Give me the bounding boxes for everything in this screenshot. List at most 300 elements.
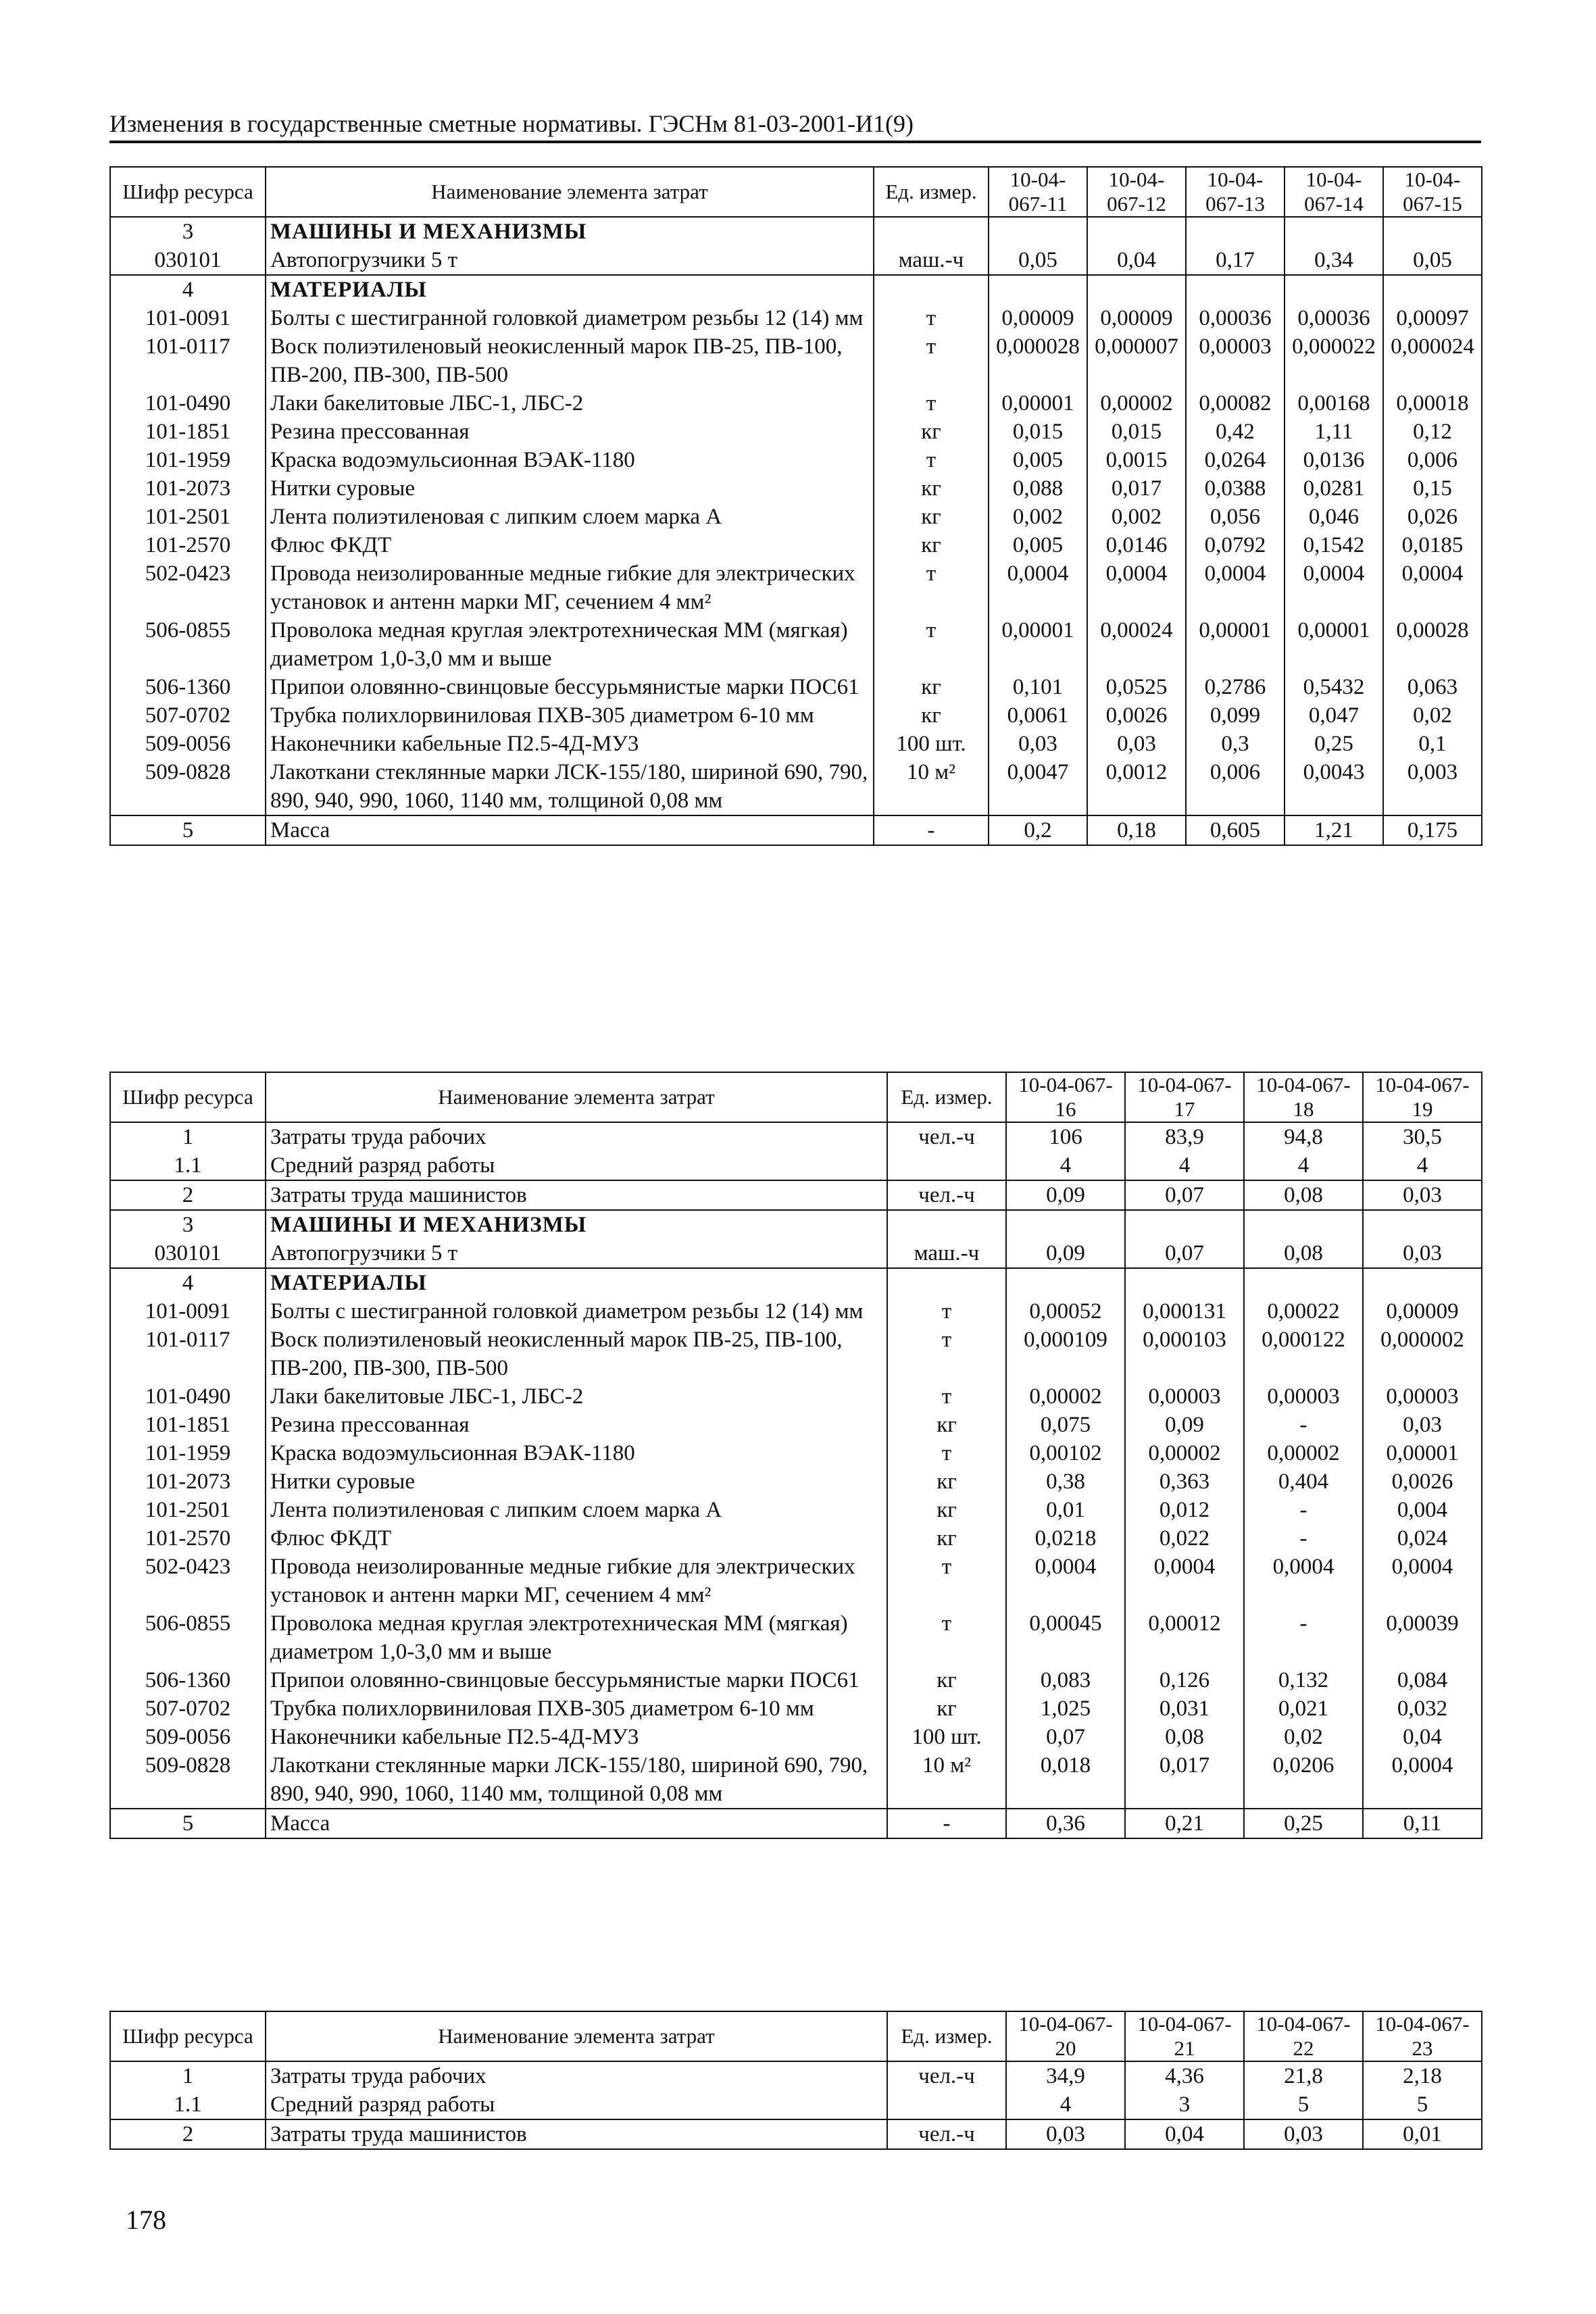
cell-value: 0,00009 [989,304,1087,332]
table-row [110,1809,1482,1838]
cell-value: 0,00003 [1363,1382,1482,1411]
resource-name: Наконечники кабельные П2.5-4Д-МУ3 [266,1723,887,1751]
unit-of-measure: т [887,1553,1006,1609]
unit-of-measure: чел.-ч [887,2061,1006,2090]
cell-value: 0,03 [1363,1180,1482,1210]
unit-of-measure: т [874,446,989,474]
header-col: 10-04-067-19 [1363,1072,1482,1122]
cell-value: 0,00039 [1363,1609,1482,1666]
unit-of-measure: кг [887,1524,1006,1553]
cell-value: 0,006 [1186,758,1285,815]
cell-value: 0,0004 [1244,1553,1363,1609]
header-col: 10-04-067-21 [1125,2011,1244,2061]
cell-value: 0,02 [1383,701,1482,730]
cell-value: 0,0047 [989,758,1087,815]
cell-value: 0,0012 [1087,758,1186,815]
resource-table-2 [109,1072,1482,1839]
section-title: МАШИНЫ И МЕХАНИЗМЫ [266,1210,887,1239]
cell-value [989,275,1087,304]
unit-of-measure: кг [874,503,989,531]
resource-code: 509-0056 [110,730,266,758]
cell-value: 0,0004 [989,559,1087,616]
resource-code: 101-2073 [110,1467,266,1496]
cell-value: 0,04 [1363,1723,1482,1751]
cell-value: 0,021 [1244,1694,1363,1723]
cell-value: 0,006 [1383,446,1482,474]
resource-name: Лента полиэтиленовая с липким слоем марка А [266,1496,887,1524]
unit-of-measure: кг [887,1496,1006,1524]
cell-value: 0,126 [1125,1666,1244,1694]
resource-name: Нитки суровые [266,1467,887,1496]
cell-value: 0,175 [1383,815,1482,845]
resource-name: Лаки бакелитовые ЛБС-1, ЛБС-2 [266,389,874,418]
cell-value: 0,063 [1383,673,1482,701]
cell-value: 0,099 [1186,701,1285,730]
cell-value: 0,0004 [1285,559,1383,616]
cell-value: 0,000103 [1125,1326,1244,1382]
resource-name: Средний разряд работы [266,2090,887,2119]
unit-of-measure: 10 м² [874,758,989,815]
resource-code: 101-2073 [110,474,266,503]
unit-of-measure: чел.-ч [887,1180,1006,1210]
table-row [110,246,1482,275]
header-col: 10-04-067-15 [1383,167,1482,217]
table-row [110,418,1482,446]
table-row [110,1723,1482,1751]
cell-value: 0,084 [1363,1666,1482,1694]
resource-name: Затраты труда машинистов [266,2119,887,2149]
header-unit: Ед. измер. [887,1072,1006,1122]
unit-of-measure: маш.-ч [874,246,989,275]
table-row [110,815,1482,845]
table-row [110,1553,1482,1609]
cell-value [1006,1210,1125,1239]
table-row [110,1666,1482,1694]
table-row [110,217,1482,246]
cell-value: 0,404 [1244,1467,1363,1496]
cell-value [1363,1268,1482,1297]
resource-name: Припои оловянно-свинцовые бессурьмянистые марки ПОС61 [266,673,874,701]
cell-value: 4 [1006,1151,1125,1180]
cell-value: 0,05 [989,246,1087,275]
table-row [110,1751,1482,1809]
cell-value: 0,07 [1006,1723,1125,1751]
resource-table-3 [109,2011,1482,2150]
table-row [110,304,1482,332]
resource-name: Затраты труда машинистов [266,1180,887,1210]
resource-name: Трубка полихлорвиниловая ПХВ-305 диаметром 6-10 мм [266,701,874,730]
header-code: Шифр ресурса [110,1072,266,1122]
cell-value: 0,00036 [1186,304,1285,332]
resource-name: Нитки суровые [266,474,874,503]
cell-value [1087,275,1186,304]
page-number: 178 [126,2205,166,2235]
cell-value: 0,017 [1125,1751,1244,1809]
resource-code: 5 [110,1809,266,1838]
resource-name: Резина прессованная [266,1411,887,1439]
cell-value: 0,03 [989,730,1087,758]
resource-name: Проволока медная круглая электротехническая ММ (мягкая) диаметром 1,0-3,0 мм и выше [266,616,874,673]
cell-value: 0,00002 [1006,1382,1125,1411]
unit-of-measure: т [874,389,989,418]
cell-value: 0,0015 [1087,446,1186,474]
resource-name: Масса [266,1809,887,1838]
header-col: 10-04-067-16 [1006,1072,1125,1122]
cell-value: 0,088 [989,474,1087,503]
resource-code: 030101 [110,1239,266,1268]
cell-value: 0,36 [1006,1809,1125,1838]
table-row [110,446,1482,474]
cell-value: 0,00036 [1285,304,1383,332]
resource-name: Воск полиэтиленовый неокисленный марок ПВ-25, ПВ-100, ПВ-200, ПВ-300, ПВ-500 [266,1326,887,1382]
cell-value: 0,00009 [1087,304,1186,332]
table-row [110,332,1482,389]
resource-code: 1 [110,2061,266,2090]
resource-name: Краска водоэмульсионная ВЭАК-1180 [266,1439,887,1467]
unit-of-measure: 100 шт. [887,1723,1006,1751]
unit-of-measure: кг [887,1411,1006,1439]
resource-code: 507-0702 [110,701,266,730]
header-col: 10-04-067-20 [1006,2011,1125,2061]
table-row [110,474,1482,503]
cell-value: 0,083 [1006,1666,1125,1694]
resource-name: Лаки бакелитовые ЛБС-1, ЛБС-2 [266,1382,887,1411]
cell-value: 0,00022 [1244,1297,1363,1326]
cell-value: - [1244,1496,1363,1524]
cell-value: 0,25 [1285,730,1383,758]
table-row [110,1239,1482,1268]
header-col: 10-04-067-17 [1125,1072,1244,1122]
cell-value: - [1244,1524,1363,1553]
cell-value [1125,1210,1244,1239]
cell-value: 0,00082 [1186,389,1285,418]
cell-value: 94,8 [1244,1122,1363,1151]
cell-value: 0,0061 [989,701,1087,730]
resource-code: 101-0490 [110,389,266,418]
cell-value [1006,1268,1125,1297]
cell-value: 2,18 [1363,2061,1482,2090]
table-row [110,1524,1482,1553]
resource-name: Воск полиэтиленовый неокисленный марок ПВ-25, ПВ-100, ПВ-200, ПВ-300, ПВ-500 [266,332,874,389]
cell-value: 0,17 [1186,246,1285,275]
cell-value: 0,03 [1244,2119,1363,2149]
cell-value: 0,01 [1363,2119,1482,2149]
unit-of-measure: т [887,1297,1006,1326]
resource-code: 506-1360 [110,673,266,701]
section-title: МАТЕРИАЛЫ [266,1268,887,1297]
cell-value: 0,09 [1125,1411,1244,1439]
table-row [110,1439,1482,1467]
cell-value: 30,5 [1363,1122,1482,1151]
cell-value: 0,00097 [1383,304,1482,332]
header-col: 10-04-067-23 [1363,2011,1482,2061]
cell-value: 0,024 [1363,1524,1482,1553]
table-row [110,673,1482,701]
resource-name: Лента полиэтиленовая с липким слоем марка А [266,503,874,531]
cell-value: 34,9 [1006,2061,1125,2090]
cell-value: 0,00003 [1125,1382,1244,1411]
unit-of-measure: кг [887,1666,1006,1694]
cell-value: 0,34 [1285,246,1383,275]
resource-code: 509-0828 [110,758,266,815]
resource-name: Автопогрузчики 5 т [266,1239,887,1268]
cell-value: 0,000109 [1006,1326,1125,1382]
cell-value [1383,275,1482,304]
cell-value: 4 [1125,1151,1244,1180]
resource-name: Болты с шестигранной головкой диаметром резьбы 12 (14) мм [266,304,874,332]
table-row [110,1411,1482,1439]
cell-value: 0,2 [989,815,1087,845]
resource-code: 101-0091 [110,1297,266,1326]
page-header-title: Изменения в государственные сметные нормативы. ГЭСНм 81-03-2001-И1(9) [109,108,1481,143]
cell-value [1186,217,1285,246]
cell-value: 1,11 [1285,418,1383,446]
resource-code: 506-1360 [110,1666,266,1694]
cell-value: 0,000022 [1285,332,1383,389]
cell-value: 0,00168 [1285,389,1383,418]
resource-name: Наконечники кабельные П2.5-4Д-МУ3 [266,730,874,758]
header-col: 10-04-067-18 [1244,1072,1363,1122]
cell-value: 0,02 [1244,1723,1363,1751]
cell-value: 0,00028 [1383,616,1482,673]
cell-value: 0,022 [1125,1524,1244,1553]
cell-value: 0,05 [1383,246,1482,275]
resource-code: 101-2501 [110,503,266,531]
cell-value: 0,2786 [1186,673,1285,701]
unit-of-measure: т [874,559,989,616]
table-row [110,701,1482,730]
cell-value [1383,217,1482,246]
table-row [110,275,1482,304]
cell-value: 0,002 [989,503,1087,531]
unit-of-measure: кг [887,1694,1006,1723]
cell-value: 0,075 [1006,1411,1125,1439]
cell-value [1285,217,1383,246]
resource-code: 101-1851 [110,418,266,446]
cell-value: 0,5432 [1285,673,1383,701]
cell-value: 0,0004 [1125,1553,1244,1609]
cell-value: 5 [1244,2090,1363,2119]
resource-name: Провода неизолированные медные гибкие для электрических установок и антенн марки МГ, сечением 4 мм² [266,1553,887,1609]
resource-code: 2 [110,1180,266,1210]
cell-value: 0,03 [1087,730,1186,758]
cell-value [989,217,1087,246]
unit-of-measure: кг [874,531,989,559]
unit-of-measure: т [887,1609,1006,1666]
resource-name: Припои оловянно-свинцовые бессурьмянистые марки ПОС61 [266,1666,887,1694]
unit-of-measure [887,1210,1006,1239]
header-name: Наименование элемента затрат [266,167,874,217]
cell-value: 0,00102 [1006,1439,1125,1467]
unit-of-measure [887,1268,1006,1297]
cell-value: 0,07 [1125,1180,1244,1210]
cell-value: 0,03 [1006,2119,1125,2149]
cell-value: 0,0185 [1383,531,1482,559]
unit-of-measure: кг [874,673,989,701]
resource-name: Затраты труда рабочих [266,1122,887,1151]
cell-value: 0,00001 [1186,616,1285,673]
resource-name: Автопогрузчики 5 т [266,246,874,275]
unit-of-measure [887,1151,1006,1180]
unit-of-measure: 10 м² [887,1751,1006,1809]
header-col: 10-04-067-11 [989,167,1087,217]
cell-value: - [1244,1411,1363,1439]
unit-of-measure: т [874,332,989,389]
cell-value: 0,026 [1383,503,1482,531]
cell-value: 0,42 [1186,418,1285,446]
cell-value: 0,00009 [1363,1297,1482,1326]
cell-value: 0,101 [989,673,1087,701]
unit-of-measure [874,275,989,304]
unit-of-measure: т [887,1326,1006,1382]
cell-value: 0,0388 [1186,474,1285,503]
cell-value: 0,0043 [1285,758,1383,815]
cell-value: 0,000002 [1363,1326,1482,1382]
cell-value: 0,00002 [1125,1439,1244,1467]
resource-code: 101-2570 [110,1524,266,1553]
cell-value: 0,03 [1363,1411,1482,1439]
cell-value: 0,003 [1383,758,1482,815]
cell-value: 0,132 [1244,1666,1363,1694]
resource-code: 101-1959 [110,446,266,474]
cell-value: 0,1 [1383,730,1482,758]
table-row [110,1694,1482,1723]
cell-value: 5 [1363,2090,1482,2119]
cell-value: 0,00018 [1383,389,1482,418]
cell-value: 0,18 [1087,815,1186,845]
cell-value: 0,04 [1125,2119,1244,2149]
cell-value: 0,0792 [1186,531,1285,559]
cell-value: 83,9 [1125,1122,1244,1151]
resource-name: Флюс ФКДТ [266,1524,887,1553]
resource-code: 502-0423 [110,559,266,616]
table-row [110,1122,1482,1151]
cell-value: 0,00001 [989,616,1087,673]
header-col: 10-04-067-22 [1244,2011,1363,2061]
resource-code: 5 [110,815,266,845]
table-row [110,2090,1482,2119]
resource-name: Провода неизолированные медные гибкие для электрических установок и антенн марки МГ, сечением 4 мм² [266,559,874,616]
table-row [110,758,1482,815]
resource-name: Краска водоэмульсионная ВЭАК-1180 [266,446,874,474]
resource-name: Трубка полихлорвиниловая ПХВ-305 диаметром 6-10 мм [266,1694,887,1723]
cell-value: 0,07 [1125,1239,1244,1268]
resource-name: Средний разряд работы [266,1151,887,1180]
cell-value: 0,005 [989,446,1087,474]
table-row [110,1326,1482,1382]
cell-value: 0,0525 [1087,673,1186,701]
unit-of-measure: чел.-ч [887,1122,1006,1151]
table-row [110,1268,1482,1297]
cell-value: 4 [1363,1151,1482,1180]
table-row [110,1467,1482,1496]
resource-code: 030101 [110,246,266,275]
unit-of-measure: т [887,1382,1006,1411]
table-row [110,531,1482,559]
resource-code: 3 [110,217,266,246]
cell-value: 0,0004 [1363,1553,1482,1609]
table-row [110,389,1482,418]
resource-code: 3 [110,1210,266,1239]
cell-value: 0,363 [1125,1467,1244,1496]
cell-value: 0,0218 [1006,1524,1125,1553]
cell-value [1087,217,1186,246]
cell-value [1186,275,1285,304]
cell-value: 0,005 [989,531,1087,559]
unit-of-measure [887,2090,1006,2119]
table-row [110,1210,1482,1239]
resource-name: Резина прессованная [266,418,874,446]
cell-value: 0,015 [1087,418,1186,446]
cell-value: 0,0146 [1087,531,1186,559]
resource-code: 1.1 [110,1151,266,1180]
unit-of-measure: - [874,815,989,845]
header-col: 10-04-067-13 [1186,167,1285,217]
cell-value: 0,0004 [1006,1553,1125,1609]
resource-code: 509-0056 [110,1723,266,1751]
cell-value: 0,00003 [1244,1382,1363,1411]
cell-value [1125,1268,1244,1297]
cell-value: 0,002 [1087,503,1186,531]
unit-of-measure: т [887,1439,1006,1467]
resource-code: 101-2501 [110,1496,266,1524]
resource-code: 506-0855 [110,616,266,673]
resource-code: 101-0490 [110,1382,266,1411]
cell-value: 4,36 [1125,2061,1244,2090]
cell-value: 0,0026 [1363,1467,1482,1496]
resource-code: 101-1851 [110,1411,266,1439]
cell-value: 0,00003 [1186,332,1285,389]
cell-value: 0,25 [1244,1809,1363,1838]
resource-code: 506-0855 [110,1609,266,1666]
cell-value: 0,09 [1006,1180,1125,1210]
cell-value: 1,21 [1285,815,1383,845]
cell-value: 0,03 [1363,1239,1482,1268]
resource-code: 1.1 [110,2090,266,2119]
table-row [110,1151,1482,1180]
resource-name: Проволока медная круглая электротехническая ММ (мягкая) диаметром 1,0-3,0 мм и выше [266,1609,887,1666]
cell-value: 0,00012 [1125,1609,1244,1666]
cell-value: 0,0136 [1285,446,1383,474]
cell-value: 0,000024 [1383,332,1482,389]
header-col: 10-04-067-12 [1087,167,1186,217]
section-title: МАТЕРИАЛЫ [266,275,874,304]
unit-of-measure: 100 шт. [874,730,989,758]
cell-value [1244,1210,1363,1239]
resource-table-1 [109,166,1482,846]
cell-value [1244,1268,1363,1297]
cell-value: 0,012 [1125,1496,1244,1524]
cell-value: 0,0264 [1186,446,1285,474]
resource-name: Флюс ФКДТ [266,531,874,559]
cell-value: 0,0004 [1363,1751,1482,1809]
resource-code: 509-0828 [110,1751,266,1809]
cell-value: 0,000028 [989,332,1087,389]
cell-value: 0,01 [1006,1496,1125,1524]
cell-value: 0,047 [1285,701,1383,730]
cell-value: 0,38 [1006,1467,1125,1496]
cell-value: 0,032 [1363,1694,1482,1723]
resource-code: 502-0423 [110,1553,266,1609]
header-unit: Ед. измер. [874,167,989,217]
cell-value: 0,00052 [1006,1297,1125,1326]
unit-of-measure: маш.-ч [887,1239,1006,1268]
resource-code: 101-2570 [110,531,266,559]
cell-value: 0,00002 [1244,1439,1363,1467]
cell-value: 0,04 [1087,246,1186,275]
unit-of-measure: кг [887,1467,1006,1496]
cell-value: 0,000122 [1244,1326,1363,1382]
